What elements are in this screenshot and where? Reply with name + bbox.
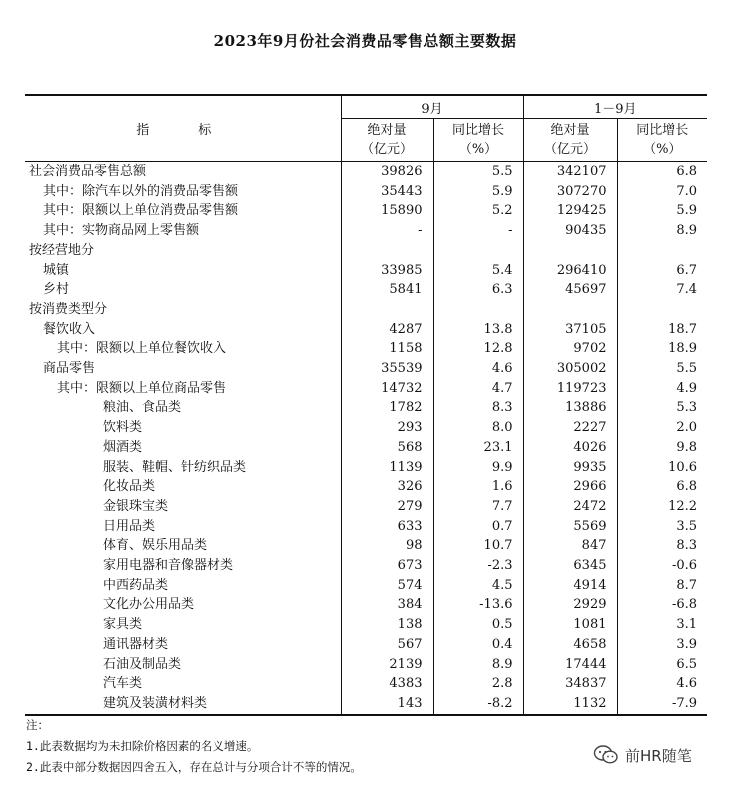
month-value-cell: 33985 bbox=[341, 261, 433, 281]
row-label: 文化办公用品类 bbox=[103, 597, 195, 613]
ytd-growth-cell bbox=[617, 241, 707, 261]
month-value-cell: 1782 bbox=[341, 398, 433, 418]
month-growth-cell: - bbox=[433, 221, 523, 241]
ytd-value-cell: 4658 bbox=[523, 635, 617, 655]
ytd-growth-cell: 6.8 bbox=[617, 162, 707, 182]
table-row bbox=[25, 615, 707, 635]
ytd-value-cell: 9935 bbox=[523, 458, 617, 478]
month-value-cell bbox=[341, 300, 433, 320]
month-growth-cell: 0.7 bbox=[433, 517, 523, 537]
indicator-header: 指 标 bbox=[25, 95, 341, 162]
month-growth-cell: 13.8 bbox=[433, 320, 523, 340]
abs-label: 绝对量 bbox=[367, 123, 407, 138]
watermark bbox=[593, 744, 692, 766]
month-value-cell: 143 bbox=[341, 694, 433, 715]
month-value-cell: 1139 bbox=[341, 458, 433, 478]
month-value-cell: 574 bbox=[341, 576, 433, 596]
month-value-cell: 138 bbox=[341, 615, 433, 635]
month-abs-header bbox=[341, 119, 433, 162]
month-value-cell: 35443 bbox=[341, 182, 433, 202]
month-growth-cell: -13.6 bbox=[433, 595, 523, 615]
row-label: 乡村 bbox=[43, 282, 70, 298]
ytd-value-cell: 1081 bbox=[523, 615, 617, 635]
ytd-growth-cell: 3.5 bbox=[617, 517, 707, 537]
month-value-cell: 39826 bbox=[341, 162, 433, 182]
ytd-growth-header bbox=[617, 119, 707, 162]
growth-unit: （%） bbox=[458, 142, 498, 157]
ytd-value-cell: 2472 bbox=[523, 497, 617, 517]
row-label: 金银珠宝类 bbox=[103, 498, 169, 514]
ytd-value-cell: 307270 bbox=[523, 182, 617, 202]
month-value-cell: - bbox=[341, 221, 433, 241]
table-row bbox=[25, 576, 707, 596]
row-label: 家具类 bbox=[103, 617, 143, 633]
ytd-value-cell: 34837 bbox=[523, 674, 617, 694]
month-value-cell: 35539 bbox=[341, 359, 433, 379]
row-label: 石油及制品类 bbox=[103, 656, 182, 672]
table-row bbox=[25, 221, 707, 241]
ytd-growth-cell: 3.9 bbox=[617, 635, 707, 655]
ytd-growth-cell: 6.7 bbox=[617, 261, 707, 281]
month-value-cell: 673 bbox=[341, 556, 433, 576]
page-title: 2023年9月份社会消费品零售总额主要数据 bbox=[213, 32, 517, 50]
ytd-value-cell: 4026 bbox=[523, 438, 617, 458]
row-label: 其中：限额以上单位商品零售 bbox=[57, 380, 227, 396]
abs-unit: （亿元） bbox=[360, 142, 413, 157]
table-row bbox=[25, 241, 707, 261]
ytd-growth-cell: -7.9 bbox=[617, 694, 707, 715]
month-growth-cell: 0.4 bbox=[433, 635, 523, 655]
ytd-growth-cell: 4.6 bbox=[617, 674, 707, 694]
notes-heading: 注： bbox=[26, 718, 49, 732]
ytd-growth-cell: 8.3 bbox=[617, 536, 707, 556]
month-value-cell: 14732 bbox=[341, 379, 433, 399]
month-value-cell: 2139 bbox=[341, 655, 433, 675]
table-row bbox=[25, 320, 707, 340]
month-growth-cell: 8.0 bbox=[433, 418, 523, 438]
month-value-cell: 633 bbox=[341, 517, 433, 537]
row-label: 按经营地分 bbox=[29, 242, 95, 258]
ytd-value-cell: 2227 bbox=[523, 418, 617, 438]
ytd-value-cell: 9702 bbox=[523, 339, 617, 359]
month-growth-cell: -8.2 bbox=[433, 694, 523, 715]
note-item: 1.此表数据均为未扣除价格因素的名义增速。 bbox=[26, 739, 259, 753]
table-row bbox=[25, 339, 707, 359]
row-label: 通讯器材类 bbox=[103, 636, 169, 652]
month-growth-cell: 0.5 bbox=[433, 615, 523, 635]
row-label: 烟酒类 bbox=[103, 439, 143, 455]
month-growth-cell: 6.3 bbox=[433, 280, 523, 300]
month-value-cell: 567 bbox=[341, 635, 433, 655]
table-row bbox=[25, 418, 707, 438]
table-row bbox=[25, 477, 707, 497]
ytd-growth-cell: 4.9 bbox=[617, 379, 707, 399]
growth-label: 同比增长 bbox=[636, 123, 689, 138]
month-growth-cell: 5.4 bbox=[433, 261, 523, 281]
month-growth-cell: 12.8 bbox=[433, 339, 523, 359]
month-growth-cell: 5.9 bbox=[433, 182, 523, 202]
ytd-value-cell: 90435 bbox=[523, 221, 617, 241]
footnotes bbox=[26, 715, 362, 778]
note-item: 2.此表中部分数据因四舍五入，存在总计与分项合计不等的情况。 bbox=[26, 760, 362, 774]
table-row bbox=[25, 438, 707, 458]
table-row bbox=[25, 201, 707, 221]
month-value-cell: 293 bbox=[341, 418, 433, 438]
row-label: 化妆品类 bbox=[103, 479, 156, 495]
ytd-value-cell: 119723 bbox=[523, 379, 617, 399]
ytd-period-header: 1－9月 bbox=[523, 95, 707, 119]
ytd-growth-cell: 8.7 bbox=[617, 576, 707, 596]
table-body bbox=[25, 162, 707, 715]
row-label: 粮油、食品类 bbox=[103, 400, 182, 416]
growth-unit: （%） bbox=[643, 142, 682, 157]
ytd-value-cell: 296410 bbox=[523, 261, 617, 281]
table-row bbox=[25, 182, 707, 202]
table-row bbox=[25, 162, 707, 182]
row-label: 体育、娱乐用品类 bbox=[103, 538, 208, 554]
ytd-growth-cell: 3.1 bbox=[617, 615, 707, 635]
table-row bbox=[25, 694, 707, 715]
ytd-growth-cell: 6.5 bbox=[617, 655, 707, 675]
table-row bbox=[25, 497, 707, 517]
month-growth-cell: 1.6 bbox=[433, 477, 523, 497]
month-growth-cell: -2.3 bbox=[433, 556, 523, 576]
ytd-value-cell: 4914 bbox=[523, 576, 617, 596]
ytd-growth-cell: 18.7 bbox=[617, 320, 707, 340]
table-row bbox=[25, 458, 707, 478]
month-value-cell: 1158 bbox=[341, 339, 433, 359]
ytd-growth-cell: 9.8 bbox=[617, 438, 707, 458]
table-row bbox=[25, 674, 707, 694]
month-growth-cell: 23.1 bbox=[433, 438, 523, 458]
ytd-value-cell: 305002 bbox=[523, 359, 617, 379]
watermark-text: 前HR随笔 bbox=[625, 746, 692, 765]
growth-label: 同比增长 bbox=[451, 123, 504, 138]
month-period-header: 9月 bbox=[341, 95, 523, 119]
ytd-growth-cell: -0.6 bbox=[617, 556, 707, 576]
month-growth-cell: 7.7 bbox=[433, 497, 523, 517]
table-row bbox=[25, 280, 707, 300]
row-label: 其中：实物商品网上零售额 bbox=[43, 223, 200, 239]
row-label: 社会消费品零售总额 bbox=[29, 164, 147, 179]
ytd-value-cell: 6345 bbox=[523, 556, 617, 576]
ytd-value-cell: 2929 bbox=[523, 595, 617, 615]
row-label: 服装、鞋帽、针纺织品类 bbox=[103, 459, 247, 475]
month-growth-cell: 5.5 bbox=[433, 162, 523, 182]
month-growth-cell: 4.5 bbox=[433, 576, 523, 596]
month-growth-header bbox=[433, 119, 523, 162]
month-value-cell: 568 bbox=[341, 438, 433, 458]
ytd-value-cell: 37105 bbox=[523, 320, 617, 340]
ytd-value-cell: 2966 bbox=[523, 477, 617, 497]
month-value-cell: 279 bbox=[341, 497, 433, 517]
row-label: 中西药品类 bbox=[103, 577, 169, 593]
month-growth-cell: 5.2 bbox=[433, 201, 523, 221]
ytd-growth-cell bbox=[617, 300, 707, 320]
ytd-value-cell: 5569 bbox=[523, 517, 617, 537]
row-label: 其中：限额以上单位餐饮收入 bbox=[57, 341, 227, 357]
table-row bbox=[25, 595, 707, 615]
ytd-growth-cell: -6.8 bbox=[617, 595, 707, 615]
month-value-cell: 4287 bbox=[341, 320, 433, 340]
month-growth-cell: 9.9 bbox=[433, 458, 523, 478]
ytd-growth-cell: 5.3 bbox=[617, 398, 707, 418]
table-row bbox=[25, 556, 707, 576]
table-row bbox=[25, 359, 707, 379]
abs-unit: （亿元） bbox=[543, 142, 596, 157]
wechat-icon bbox=[593, 744, 619, 766]
row-label: 餐饮收入 bbox=[43, 321, 96, 337]
ytd-value-cell: 17444 bbox=[523, 655, 617, 675]
ytd-growth-cell: 10.6 bbox=[617, 458, 707, 478]
retail-sales-table bbox=[25, 94, 707, 716]
ytd-value-cell: 13886 bbox=[523, 398, 617, 418]
table-row bbox=[25, 536, 707, 556]
table-row bbox=[25, 300, 707, 320]
month-value-cell: 98 bbox=[341, 536, 433, 556]
ytd-growth-cell: 6.8 bbox=[617, 477, 707, 497]
month-growth-cell: 10.7 bbox=[433, 536, 523, 556]
row-label: 汽车类 bbox=[103, 676, 143, 692]
ytd-value-cell: 342107 bbox=[523, 162, 617, 182]
row-label: 商品零售 bbox=[43, 361, 96, 377]
ytd-value-cell: 1132 bbox=[523, 694, 617, 715]
month-growth-cell bbox=[433, 300, 523, 320]
ytd-growth-cell: 12.2 bbox=[617, 497, 707, 517]
month-growth-cell bbox=[433, 241, 523, 261]
table-row bbox=[25, 635, 707, 655]
ytd-value-cell bbox=[523, 241, 617, 261]
month-value-cell: 4383 bbox=[341, 674, 433, 694]
ytd-growth-cell: 5.9 bbox=[617, 201, 707, 221]
row-label: 按消费类型分 bbox=[29, 301, 108, 317]
abs-label: 绝对量 bbox=[550, 123, 590, 138]
ytd-value-cell: 129425 bbox=[523, 201, 617, 221]
table-row bbox=[25, 517, 707, 537]
table-row bbox=[25, 398, 707, 418]
ytd-growth-cell: 7.4 bbox=[617, 280, 707, 300]
month-value-cell: 384 bbox=[341, 595, 433, 615]
month-growth-cell: 8.9 bbox=[433, 655, 523, 675]
table-row bbox=[25, 655, 707, 675]
ytd-growth-cell: 2.0 bbox=[617, 418, 707, 438]
month-growth-cell: 2.8 bbox=[433, 674, 523, 694]
month-value-cell bbox=[341, 241, 433, 261]
ytd-value-cell: 45697 bbox=[523, 280, 617, 300]
ytd-growth-cell: 8.9 bbox=[617, 221, 707, 241]
row-label: 其中：限额以上单位消费品零售额 bbox=[43, 203, 239, 219]
month-growth-cell: 4.7 bbox=[433, 379, 523, 399]
table-row bbox=[25, 261, 707, 281]
ytd-growth-cell: 5.5 bbox=[617, 359, 707, 379]
month-growth-cell: 4.6 bbox=[433, 359, 523, 379]
row-label: 城镇 bbox=[43, 262, 70, 278]
ytd-value-cell bbox=[523, 300, 617, 320]
row-label: 日用品类 bbox=[103, 518, 156, 534]
month-value-cell: 5841 bbox=[341, 280, 433, 300]
month-growth-cell: 8.3 bbox=[433, 398, 523, 418]
table-row bbox=[25, 379, 707, 399]
ytd-abs-header bbox=[523, 119, 617, 162]
row-label: 建筑及装潢材料类 bbox=[103, 695, 208, 711]
row-label: 其中：除汽车以外的消费品零售额 bbox=[43, 183, 239, 199]
ytd-growth-cell: 18.9 bbox=[617, 339, 707, 359]
ytd-growth-cell: 7.0 bbox=[617, 182, 707, 202]
row-label: 家用电器和音像器材类 bbox=[103, 558, 234, 574]
row-label: 饮料类 bbox=[103, 420, 143, 436]
ytd-value-cell: 847 bbox=[523, 536, 617, 556]
month-value-cell: 326 bbox=[341, 477, 433, 497]
month-value-cell: 15890 bbox=[341, 201, 433, 221]
